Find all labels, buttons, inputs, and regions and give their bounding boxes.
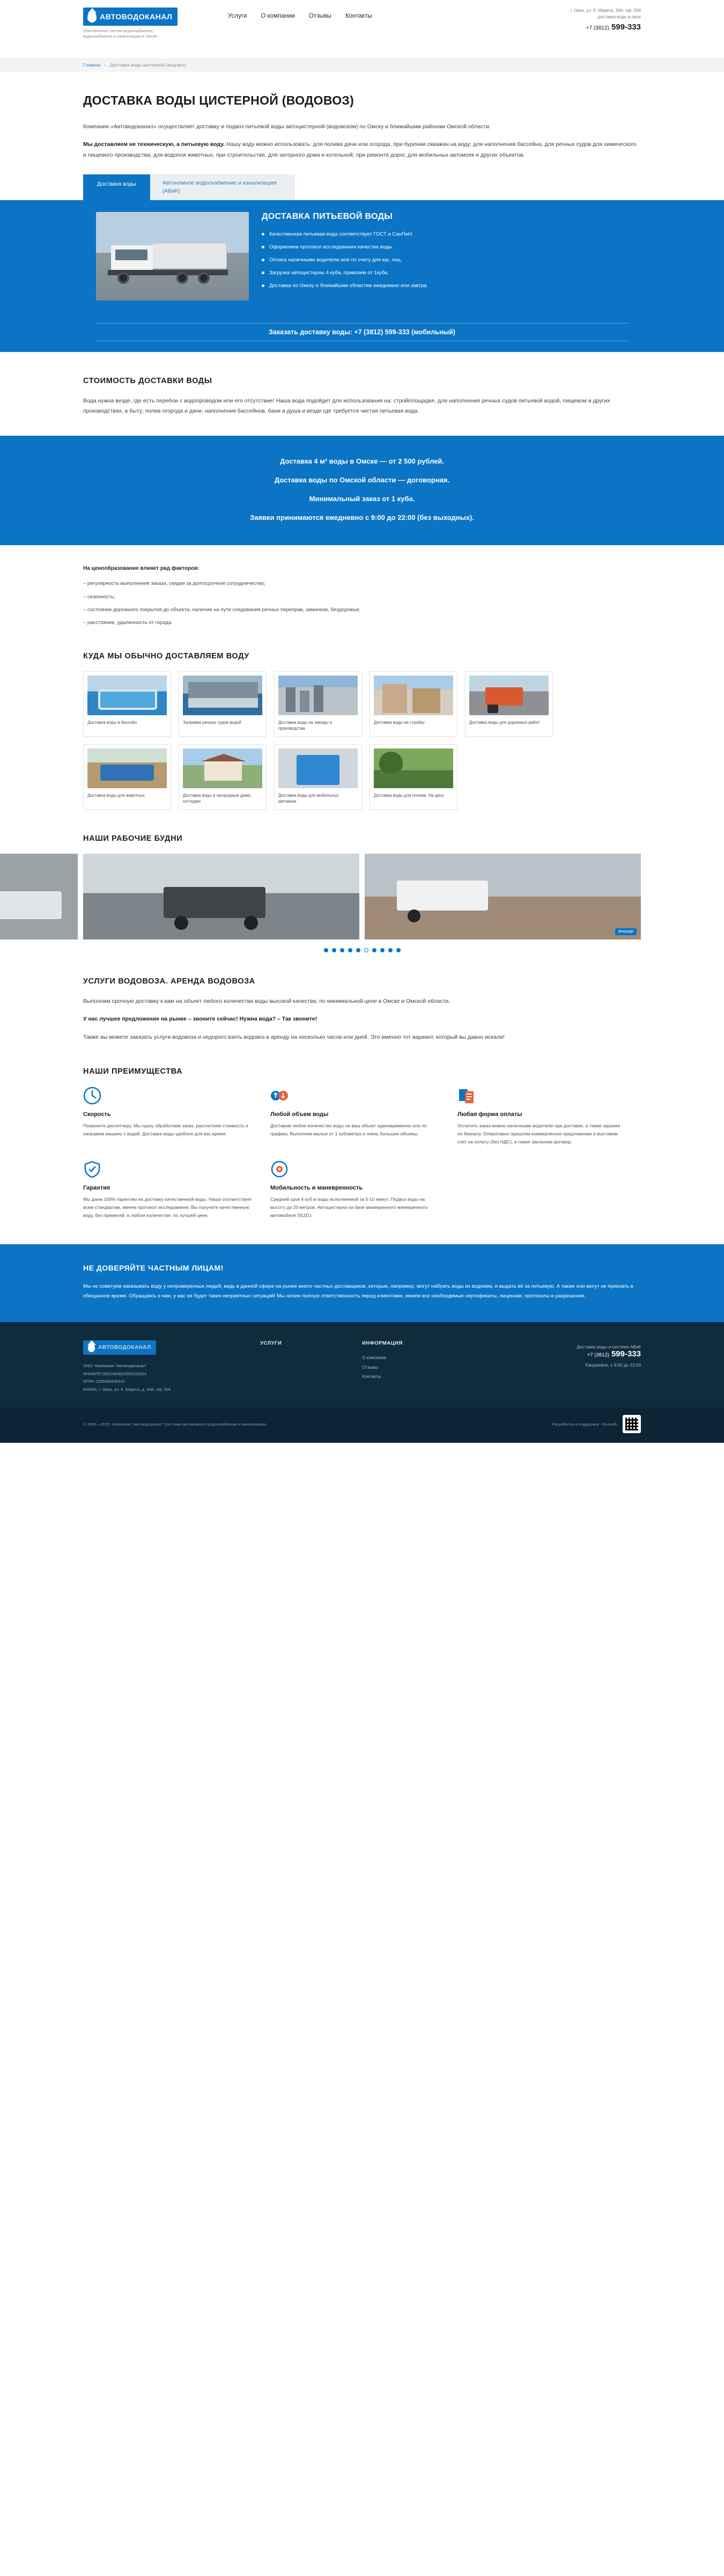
advantage-item [83,1160,252,1220]
compass-icon [270,1160,289,1178]
nav-item-services[interactable]: Услуги [228,13,247,19]
hero-bullet-1: Качественная питьевая вода соответствует ГОСТ и СанПиН. [262,230,628,238]
price-line-1: Доставка 4 м³ воды в Омске — от 2 500 рублей. [279,457,445,466]
slider-dot[interactable] [372,948,376,952]
site-logo[interactable] [83,8,178,26]
services-highlight-text: У нас лучшее предложение на рынке – звоните сейчас! Нужна вода? – Так звоните! [83,1016,317,1023]
slide-next-badge[interactable]: Впереди [615,928,637,935]
order-water-cta[interactable]: Заказать доставку воды: +7 (3812) 599-333 (мобильный) [96,323,628,341]
warning-text: Мы не советуем заказывать воду у непроверенных людей, ведь в данной сфере на рынке много частных доставщиков, которые, например, могут набрать воды из водоема, и выдать её за питьевую. А также они могут не приехать в обещанное время. Обращаясь к нам, у вас не будет таких неприятных ситуаций! Мы несем полную ответственность перед клиентами, имеем все необходимые сертификаты, лицензии, протоколы и разрешения. [83,1283,633,1299]
slider-dot-active[interactable] [364,948,368,952]
advantage-item [457,1087,626,1146]
footer-info-col [362,1340,480,1393]
advantage-text: Доставим любое количество воды на ваш объект единовременно или по графику. Выполним малые от 1 кубометра и очень большие объемы. [270,1123,427,1137]
warning-title: НЕ ДОВЕРЯЙТЕ ЧАСТНЫМ ЛИЦАМ! [83,1264,224,1273]
header-phone-number: 599-333 [611,23,641,32]
advantages-grid [83,1087,641,1220]
services-paragraph-1: Выполним срочную доставку к вам на объект любого количества воды высокой качества, по минимальной цене в Омске и Омской области. [83,997,450,1004]
hero-bullet-2: Оформляем протокол исследования качества воды. [262,243,628,251]
workdays-slider[interactable] [0,854,641,940]
footer-address: 644042, г. Омск, ул. К. Маркса, д. 34А, оф. 504 [83,1386,171,1392]
footer-company-name: ООО "Компания "Автоводоканал" [83,1363,147,1369]
main-nav[interactable] [217,13,507,19]
logo-text: АВТОВОДОКАНАЛ [100,12,173,21]
slide-photo[interactable] [0,854,78,940]
list-item-label: Доставка воды для животных [87,792,145,798]
clock-icon [83,1087,101,1105]
pool-photo-icon [87,676,167,715]
list-item[interactable] [370,671,457,737]
arrows-icon [270,1087,289,1105]
services-highlight [83,1014,641,1024]
list-item[interactable] [179,744,267,810]
copyright-bar [0,1407,724,1443]
footer-services-col [260,1340,362,1393]
advantages-section-title: НАШИ ПРЕИМУЩЕСТВА [83,1067,183,1076]
tab-avik[interactable]: Автономное водоснабжение и канализация (АВиК) [151,174,295,200]
footer-order-label: Доставка воды и система АВиК [577,1345,641,1350]
cost-text: Вода нужна везде, где есть перебои с водопроводом или его отсутствие! Наша вода подойдет для использования на: стройплощадке, для наполнения речных судов питьевой водой, пищевом и других производствах, в быту; полив огорода и дачи, наполнения бассейнов, бани и душа и везде где требуется чистая питьевая вода. [83,397,610,415]
footer-company-block [83,1340,260,1393]
price-band [0,436,724,545]
water-truck-photo [96,212,249,300]
footer-hours: Ежедневно, с 9:00 до 22:00 [585,1363,641,1368]
list-item-label: Доставка воды для полива. На дачу [374,792,444,798]
copyright-text: © 2008—2025. Компания "Автоводоканал" Системы автономного водоснабжения и канализации. [83,1421,267,1427]
factor-item: – состояние дорожного покрытия до объекта, наличие на пути следования речных переправ, заминков, бездорожья; [83,606,360,613]
services-section-title: УСЛУГИ ВОДОВОЗА. АРЕНДА ВОДОВОЗА [83,977,255,986]
pricing-factors [83,566,641,627]
garden-photo-icon [374,748,453,788]
slider-dot[interactable] [332,948,336,952]
advantage-title: Любая форма оплаты [457,1111,522,1118]
advantage-title: Мобильность и маневренность [270,1185,363,1192]
advantage-title: Любой объем воды [270,1111,329,1118]
factor-item: – расстояние, удаленность от города. [83,619,173,626]
roadwork-photo-icon [469,676,549,715]
carwash-photo-icon [278,748,358,788]
shield-icon [83,1160,101,1178]
hero-banner [83,200,641,352]
footer-link-about[interactable]: О компании [362,1355,387,1361]
slide-photo[interactable] [83,854,359,940]
services-paragraph-3: Также вы можете заказать услуги водовоза и недорого взять водовоз в аренду на несколько часов или дней. Это именно тот вариант, который вы давно искали! [83,1033,505,1040]
slide-photo[interactable] [365,854,641,940]
header-address-sub: доставка воды в омск [597,14,641,19]
cost-section-title: СТОИМОСТЬ ДОСТАВКИ ВОДЫ [83,376,212,385]
developer-credit[interactable]: Разработка и поддержка - Rusweb [552,1421,617,1427]
factor-item: – сезонность; [83,593,115,600]
advantage-text: Средний срок 4 куб м воды исполняемой за 5-10 минут. Подвоз воды на высоту до 20 метров. Автоцистерна на базе маневренного маневренного автомобиля ISUZU. [270,1197,428,1219]
list-item[interactable] [274,744,362,810]
documents-icon [457,1087,476,1105]
footer-inn: ИНН/КПП 5501084802/550101001 [83,1371,147,1376]
slider-dot[interactable] [380,948,385,952]
nav-item-about[interactable]: О компании [261,13,295,19]
factor-item: – регулярность выполнения заказа, скидки за долгосрочное сотрудничество; [83,581,265,587]
water-drop-icon [87,11,97,23]
breadcrumb [0,58,724,72]
construction-photo-icon [374,676,453,715]
qr-code-icon [623,1415,641,1433]
slider-dot[interactable] [396,948,401,952]
footer-services-title: УСЛУГИ [260,1340,282,1347]
logo-tagline: Обеспечение систем водоснабжения, водоснабжения и канализации в Омске [83,28,157,39]
animals-photo-icon [87,748,167,788]
list-item[interactable] [465,671,553,737]
site-footer [0,1322,724,1407]
list-item-label: Доставка воды в бассейн [87,720,137,725]
delivery-destinations-grid [83,671,641,810]
list-item[interactable] [274,671,362,737]
advantage-item [270,1160,439,1220]
footer-phone[interactable] [480,1349,641,1359]
slider-dot[interactable] [348,948,352,952]
page-title: ДОСТАВКА ВОДЫ ЦИСТЕРНОЙ (ВОДОВОЗ) [83,93,354,107]
water-drop-icon [88,1343,95,1352]
hero-bullet-3: Оплата наличными водителю или по счету для юр. лиц. [262,256,628,264]
footer-info-title: ИНФОРМАЦИЯ [362,1340,403,1347]
header-phone[interactable] [507,23,641,32]
price-line-2: Доставка воды по Омской области — договорная. [274,476,450,485]
hero-title: ДОСТАВКА ПИТЬЕВОЙ ВОДЫ [262,211,393,221]
advantage-text: Мы даем 100% гарантию на доставку качественной воды. Наша соответствует всем стандартам, имеем протокол исследования. Вы получите качественную воду, без примесей, в любом количестве, по лучшей цене. [83,1197,252,1219]
footer-link-contacts[interactable]: Контакты [362,1374,381,1379]
intro-paragraph-2 [83,140,641,160]
list-item-label: Доставка воды на заводы и производства [278,720,332,731]
warning-band [0,1244,724,1322]
hero-bullet-5: Доставка по Омску и ближайшим областям ежедневно или завтра. [262,282,628,290]
footer-contact-col [480,1340,641,1393]
list-item-label: Доставка воды для дорожных работ [469,720,540,725]
slider-dot[interactable] [356,948,360,952]
footer-ogrn: ОГРН 1205500230322 [83,1379,125,1384]
slider-dots[interactable] [0,948,724,952]
list-item-label: Заправка речных судов водой [183,720,241,725]
list-item[interactable] [370,744,457,810]
advantage-item [270,1087,439,1146]
site-header [0,0,724,58]
footer-link-reviews[interactable]: Отзывы [362,1364,378,1370]
nav-item-reviews[interactable]: Отзывы [308,13,331,19]
footer-phone-code: +7 (3812) [587,1352,609,1359]
breadcrumb-home[interactable]: Главная [83,62,101,68]
list-item-label: Доставка воды для мобильных автомоек [278,792,339,804]
ship-photo-icon [183,676,262,715]
price-line-3: Минимальный заказ от 1 куба. [309,495,415,503]
breadcrumb-current: Доставка воды цистерной (водовоз) [109,62,187,68]
factory-photo-icon [278,676,358,715]
header-contacts [507,8,641,32]
logo-block[interactable] [83,8,217,39]
advantage-title: Гарантия [83,1185,110,1192]
advantage-title: Скорость [83,1111,111,1118]
footer-logo[interactable] [83,1340,156,1355]
advantage-text-inner: Оплатить заказ можно наличными водителю при доставке, а также заранее по безналу. Оперативно пришлем коммерческое предложение и выставим счет на оплату (без НДС), а также заключим договор. [457,1123,620,1145]
tabs[interactable] [83,174,641,200]
nav-item-contacts[interactable]: Контакты [345,13,372,19]
advantage-text [457,1122,626,1146]
intro-rest: Нашу воду можно использовать: для полива дачи или огорода, при бурении скважин на воду; для наполнения бассейна, для речных судов для химического и пищевого производства, для водопоя животных, при строительстве, для заторного дома и котельной, при ремонте дорог, для мобильных автомоек и других объектов. [83,141,637,158]
intro-bold: Мы доставляем не техническую, а питьевую воду. [83,141,225,148]
tab-water-delivery[interactable]: Доставка воды [83,174,151,200]
slider-dot[interactable] [340,948,344,952]
breadcrumb-separator: › [104,62,106,68]
list-item-label: Доставка воды на стройку [374,720,425,725]
header-phone-code: +7 (3812) [586,25,609,31]
factors-lead: На ценообразование влияет ряд факторов: [83,566,200,572]
slider-dot[interactable] [388,948,393,952]
advantage-item [83,1087,252,1146]
list-item-label: Доставка воды в загородные дома, коттеджи [183,792,252,804]
intro-paragraph-1: Компания «Автоводоканал» осуществляет доставку и подвоз питьевой воды автоцистерной (водовозом) по Омску и ближайшим районам Омской области. [83,123,491,130]
list-item[interactable] [83,744,171,810]
slider-dot[interactable] [324,948,328,952]
list-item[interactable] [179,671,267,737]
footer-phone-number: 599-333 [611,1349,641,1359]
footer-logo-text: АВТОВОДОКАНАЛ [98,1345,151,1351]
hero-bullet-4: Загрузка автоцистерны 4 куба, привозим от 1куба. [262,269,628,277]
price-line-4: Заявки принимаются ежедневно с 9:00 до 22:00 (без выходных). [250,513,474,522]
advantage-text: Позвоните диспетчеру. Мы сразу обработаем заказ, рассчитаем стоимость и направим машину с водой. Доставка воды удобное для вас время. [83,1123,248,1137]
gallery-section-title: КУДА МЫ ОБЫЧНО ДОСТАВЛЯЕМ ВОДУ [83,651,249,660]
workdays-section-title: НАШИ РАБОЧИЕ БУДНИ [83,834,183,843]
header-address: г. Омск, ул. К. Маркса, 34А, оф. 504 [570,8,641,13]
house-photo-icon [183,748,262,788]
list-item[interactable] [83,671,171,737]
